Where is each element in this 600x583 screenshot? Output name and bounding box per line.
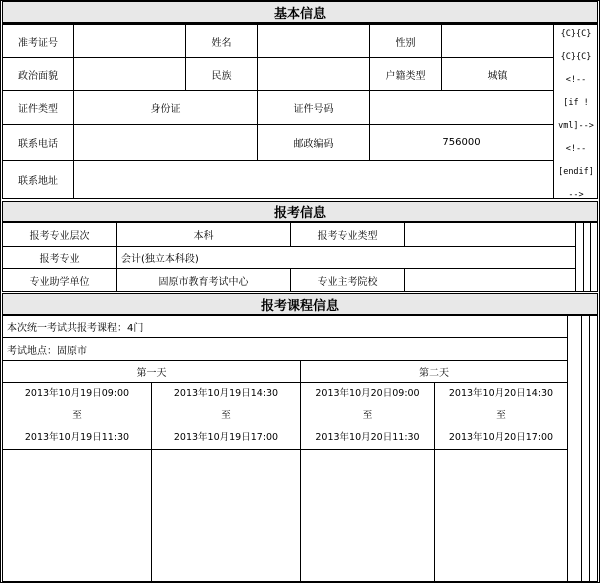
major-label: 报考专业 [2,246,117,269]
address-label: 联系地址 [2,160,74,199]
type-value [404,222,576,247]
ethnic-value [257,57,370,91]
household-value: 城镇 [441,57,554,91]
section-course-info-title: 报考课程信息 [2,293,598,316]
course-cell [2,449,152,582]
session-start: 2013年10月20日14:30 [448,388,554,399]
filler-cell [590,222,598,292]
side-code-line: [if ! [563,98,589,108]
postal-value: 756000 [369,124,554,161]
session-start: 2013年10月20日09:00 [315,388,420,399]
name-label: 姓名 [185,24,258,58]
session-cell [2,382,152,450]
day1-header: 第一天 [2,360,301,383]
level-label: 报考专业层次 [2,222,117,247]
idnum-value [369,90,554,125]
side-code-line: <!-- [565,75,587,85]
session-cell [434,382,568,450]
side-code-line: {C}{C} [560,29,592,39]
assist-label: 专业助学单位 [2,268,117,292]
filler-cell [567,315,582,582]
school-label: 专业主考院校 [290,268,405,292]
political-label: 政治面貌 [2,57,74,91]
session-to: 至 [221,410,231,421]
session-end: 2013年10月19日17:00 [173,432,279,443]
side-code-line: [endif] [558,167,594,177]
session-start: 2013年10月19日09:00 [24,388,130,399]
phone-value [73,124,258,161]
session-cell [300,382,435,450]
session-to: 至 [362,410,373,421]
side-code-line: {C}{C} [560,52,592,62]
session-to: 至 [72,410,82,421]
session-cell [151,382,301,450]
major-value: 会计(独立本科段) [116,246,576,269]
ethnic-label: 民族 [185,57,258,91]
course-count: 本次统一考试共报考课程：4门 [2,315,568,338]
household-label: 户籍类型 [369,57,442,91]
type-label: 报考专业类型 [290,222,405,247]
session-to: 至 [496,410,506,421]
section-application-info-title: 报考信息 [2,201,598,223]
side-code-text [554,23,598,207]
side-code-line: --> [568,190,584,200]
gender-value [441,24,554,58]
gender-label: 性别 [369,24,442,58]
course-cell [300,449,435,582]
session-start: 2013年10月19日14:30 [173,388,279,399]
filler-cell [589,315,598,582]
idnum-label: 证件号码 [257,90,370,125]
section-basic-info-title: 基本信息 [2,1,598,24]
session-end: 2013年10月19日11:30 [24,432,130,443]
level-value: 本科 [116,222,291,247]
admission-value [73,24,186,58]
session-end: 2013年10月20日11:30 [315,432,420,443]
course-cell [151,449,301,582]
day2-header: 第二天 [300,360,568,383]
side-code-line: <!-- [565,144,587,154]
photo-area [553,24,598,199]
address-value [73,160,554,199]
course-cell [434,449,568,582]
postal-label: 邮政编码 [257,124,370,161]
session-end: 2013年10月20日17:00 [448,432,554,443]
exam-location: 考试地点：固原市 [2,337,568,361]
side-code-line: vml]--> [558,121,594,131]
political-value [73,57,186,91]
school-value [404,268,576,292]
phone-label: 联系电话 [2,124,74,161]
admission-label: 准考证号 [2,24,74,58]
idtype-value: 身份证 [73,90,258,125]
assist-value: 固原市教育考试中心 [116,268,291,292]
name-value [257,24,370,58]
idtype-label: 证件类型 [2,90,74,125]
